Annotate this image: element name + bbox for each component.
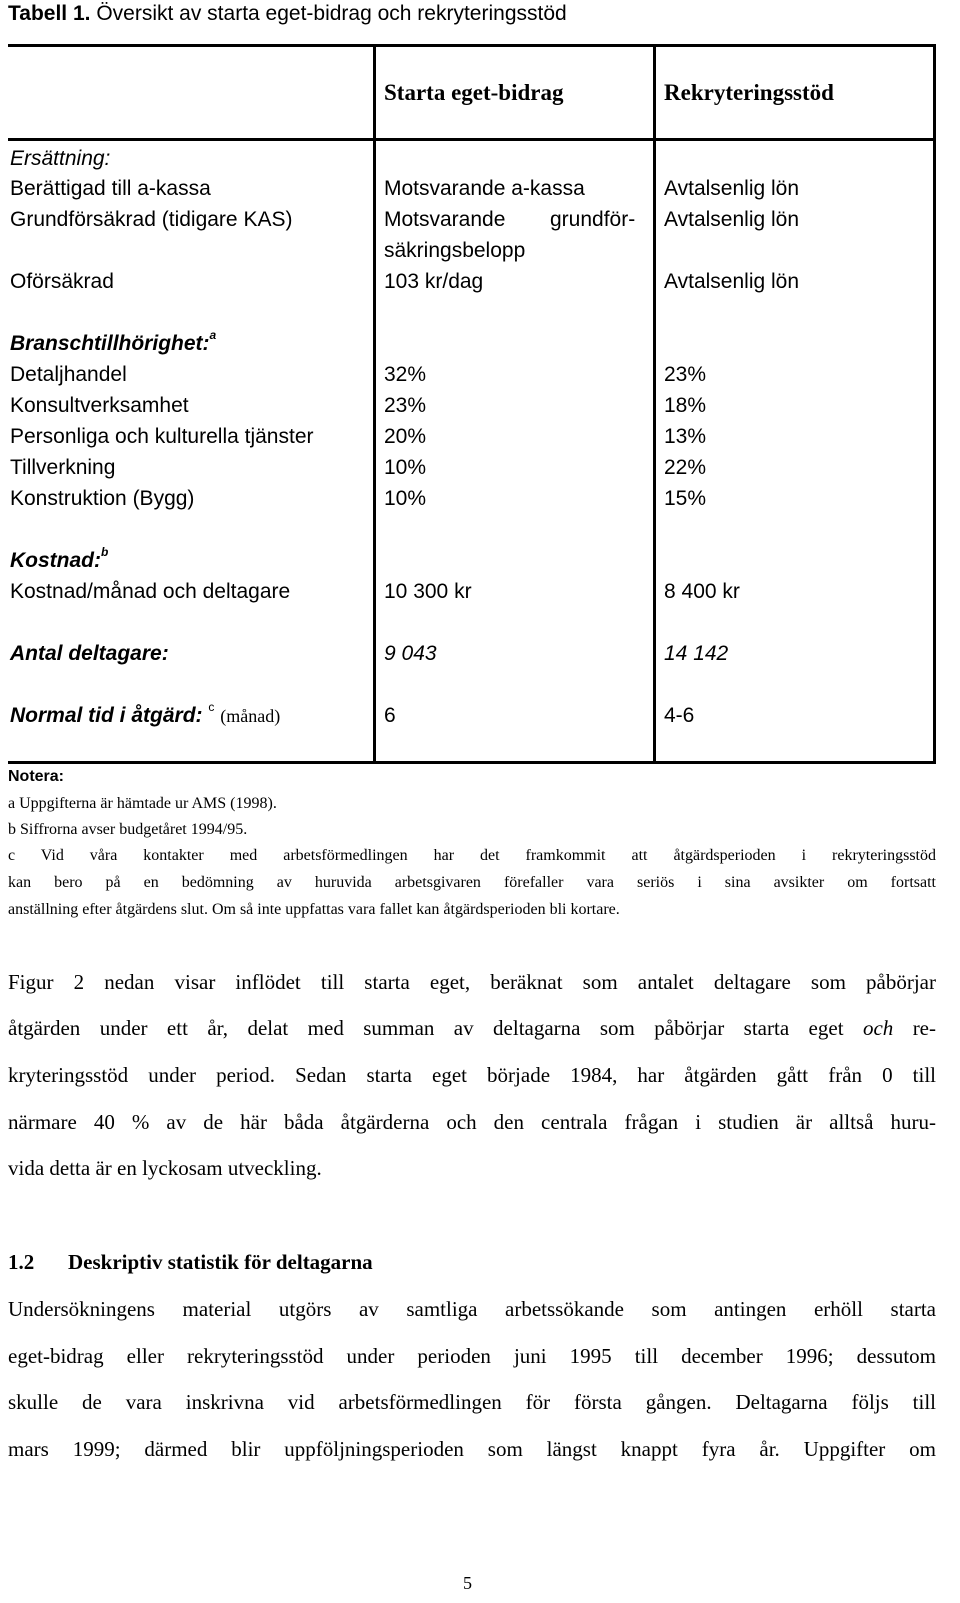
row-label: Konstruktion (Bygg) [10,487,195,510]
cell-rekr: 13% [664,425,707,448]
table-column-divider [653,44,656,764]
row-label: Personliga och kulturella tjänster [10,425,314,448]
section-heading-bransch: Branschtillhörighet:$^a$ [10,328,217,355]
row-label: Oförsäkrad [10,270,114,293]
cell-rekr: 15% [664,487,707,510]
cell-starta: grundför- [550,208,636,231]
cell-starta: säkringsbelopp [384,239,526,262]
column-header-rekryteringsstod: Rekryteringsstöd [664,80,834,105]
cell-rekr: 23% [664,363,707,386]
paragraph-line: Figur 2 nedan visar inflödet till starta eget, beräknat som antalet deltagare som påbörjar [8,970,936,994]
note-c-line: anställning efter åtgärdens slut. Om så inte uppfattas vara fallet kan åtgärdsperioden bli kortare. [8,901,620,918]
table-right-border [933,44,936,764]
row-label: Konsultverksamhet [10,394,189,417]
row-label: Tillverkning [10,456,116,479]
cell-starta: Motsvarande a-kassa [384,177,585,200]
table-top-border [8,44,936,47]
table-column-divider [373,44,376,764]
cell-rekr: 8 400 kr [664,580,740,603]
row-label-antal: Antal deltagare: [10,642,169,665]
table-caption: Tabell 1. Översikt av starta eget-bidrag och rekryteringsstöd [8,2,567,25]
cell-starta: 32% [384,363,427,386]
cell-starta: 6 [384,704,396,727]
paragraph-line: åtgärden under ett år, delat med summan av deltagarna som påbörjar starta eget och re- [8,1016,936,1040]
cell-rekr: 22% [664,456,707,479]
cell-rekr: Avtalsenlig lön [664,270,800,293]
note-b: b Siffrorna avser budgetåret 1994/95. [8,821,248,838]
cell-starta: Motsvarande [384,208,506,231]
page-number: 5 [463,1573,472,1593]
table-header-divider [8,138,936,141]
notes-heading: Notera: [8,768,65,785]
cell-rekr: Avtalsenlig lön [664,208,800,231]
cell-starta: 23% [384,394,427,417]
cell-starta: 10 300 kr [384,580,472,603]
paragraph-line: mars 1999; därmed blir uppföljningsperioden som längst knappt fyra år. Uppgifter om [8,1437,936,1461]
cell-starta: 10% [384,456,427,479]
cell-starta: 103 kr/dag [384,270,484,293]
paragraph-line: vida detta är en lyckosam utveckling. [8,1156,322,1180]
column-header-starta-eget: Starta eget-bidrag [384,80,564,105]
paragraph-line: närmare 40 % av de här båda åtgärderna och den centrala frågan i studien är alltså huru- [8,1110,936,1134]
row-label: Grundförsäkrad (tidigare KAS) [10,208,293,231]
cell-rekr: 14 142 [664,642,729,665]
section-heading-kostnad: Kostnad:$^b$ [10,545,109,572]
section-heading-ersattning: Ersättning: [10,147,111,170]
section-title: Deskriptiv statistik för deltagarna [68,1250,373,1274]
paragraph-line: eget-bidrag eller rekryteringsstöd under perioden juni 1995 till december 1996; dessutom [8,1344,936,1368]
row-label-tid: Normal tid i åtgärd: $^c$ (månad) [10,700,281,727]
note-a: a Uppgifterna är hämtade ur AMS (1998). [8,795,277,812]
cell-starta: 10% [384,487,427,510]
cell-starta: 9 043 [384,642,437,665]
table-bottom-border [8,761,936,764]
paragraph-line: kryteringsstöd under period. Sedan starta eget började 1984, har åtgärden gått från 0 till [8,1063,936,1087]
paragraph-line: skulle de vara inskrivna vid arbetsförmedlingen för första gången. Deltagarna följs till [8,1390,936,1414]
note-c-line: kan bero på en bedömning av huruvida arbetsgivaren förefaller vara seriös i sina avsikter om fortsatt [8,874,936,891]
row-label: Kostnad/månad och deltagare [10,580,291,603]
cell-rekr: Avtalsenlig lön [664,177,800,200]
cell-rekr: 18% [664,394,707,417]
cell-rekr: 4-6 [664,704,695,727]
row-label: Berättigad till a-kassa [10,177,211,200]
section-number: 1.2 [8,1250,35,1274]
row-label: Detaljhandel [10,363,127,386]
paragraph-line: Undersökningens material utgörs av samtliga arbetssökande som antingen erhöll starta [8,1297,936,1321]
note-c-line: c Vid våra kontakter med arbetsförmedlingen har det framkommit att åtgärdsperioden i rekryteringsstöd [8,847,936,864]
cell-starta: 20% [384,425,427,448]
